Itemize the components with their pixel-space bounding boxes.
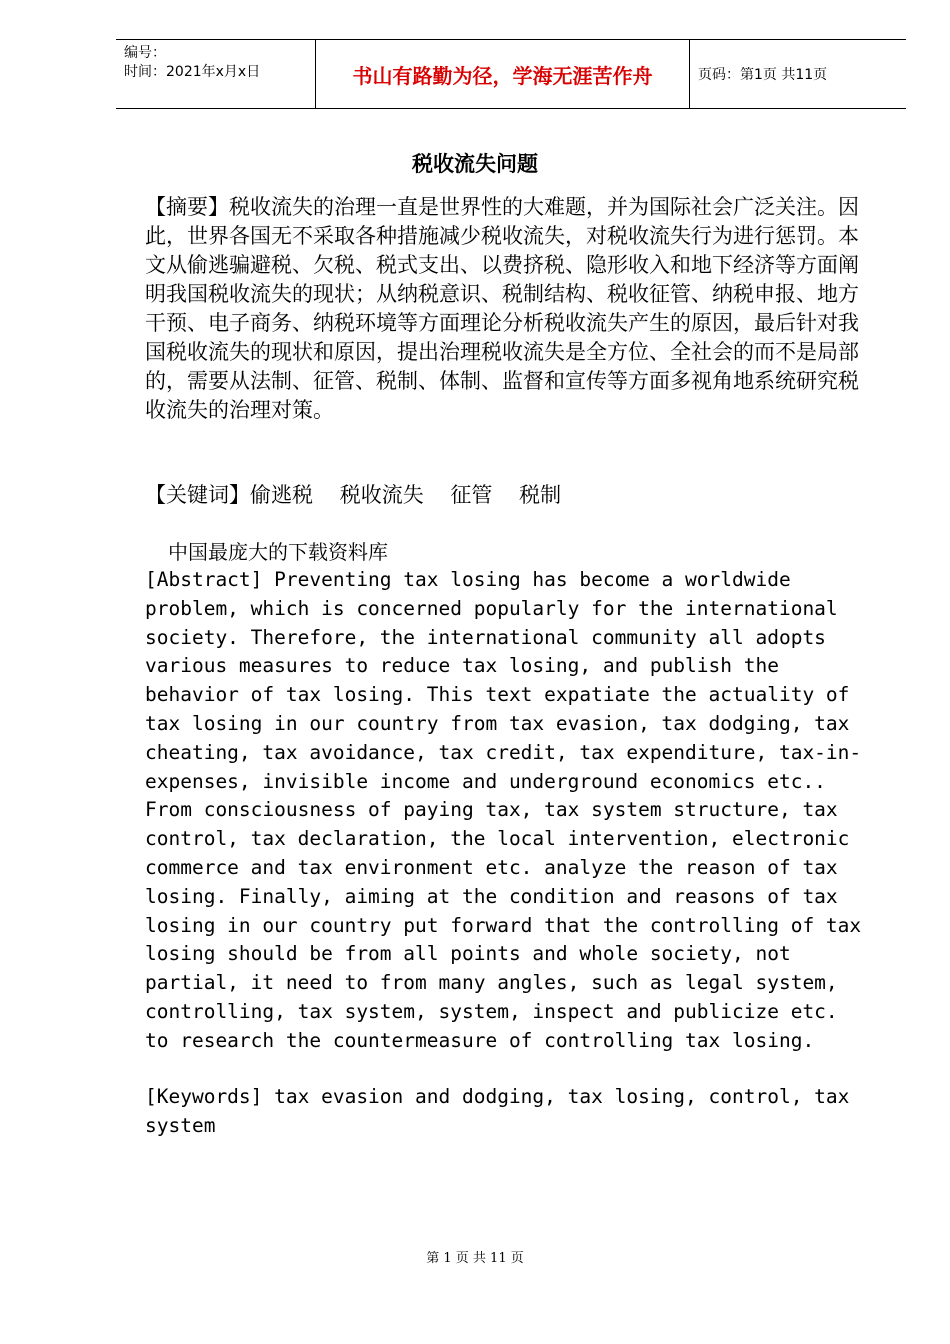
header-meta (116, 40, 316, 108)
chinese-keywords: 【关键词】偷逃税 税收流失 征管 税制 (145, 483, 562, 507)
english-abstract: [Abstract] Preventing tax losing has become a worldwide problem, which is concerned popularly for the international society. Therefore, the international community all adopts various measures to reduce tax losing, and publish the behavior of tax losing. This text expatiate the actuality of tax losing in our country from tax evasion, tax dodging, tax cheating, tax avoidance, tax credit, tax expenditure, tax-in- expenses, invisible income and underground economics etc.. From consciousness of paying tax, tax system structure, tax control, tax declaration, the local intervention, electronic commerce and tax environment etc. analyze the reason of tax losing. Finally, aiming at the condition and reasons of tax losing in our country put forward that the controlling of tax losing should be from all points and whole society, not partial, it need to from many angles, such as legal system, controlling, tax system, system, inspect and publicize etc. to research the countermeasure of controlling tax losing. (145, 568, 862, 1052)
header-page-info: 页码：第1页 共11页 (698, 67, 828, 83)
document-title: 税收流失问题 (412, 152, 538, 176)
chinese-abstract: 【摘要】税收流失的治理一直是世界性的大难题，并为国际社会广泛关注。因此，世界各国无不采取各种措施减少税收流失，对税收流失行为进行惩罚。本文从偷逃骗避税、欠税、税式支出、以费挤税、隐形收入和地下经济等方面阐明我国税收流失的现状；从纳税意识、税制结构、税收征管、纳税申报、地方干预、电子商务、纳税环境等方面理论分析税收流失产生的原因，最后针对我国税收流失的现状和原因，提出治理税收流失是全方位、全社会的而不是局部的，需要从法制、征管、税制、体制、监督和宣传等方面多视角地系统研究税收流失的治理对策。 (145, 195, 859, 422)
page-header (116, 39, 906, 109)
document-number-label: 编号： (124, 45, 166, 61)
document-time-label: 时间：2021年x月x日 (124, 64, 261, 80)
header-motto: 书山有路勤为径，学海无涯苦作舟 (316, 40, 690, 108)
promo-line: 中国最庞大的下载资料库 (168, 540, 388, 564)
english-keywords: [Keywords] tax evasion and dodging, tax losing, control, tax system (145, 1085, 850, 1137)
page-footer: 第 1 页 共 11 页 (426, 1251, 524, 1266)
